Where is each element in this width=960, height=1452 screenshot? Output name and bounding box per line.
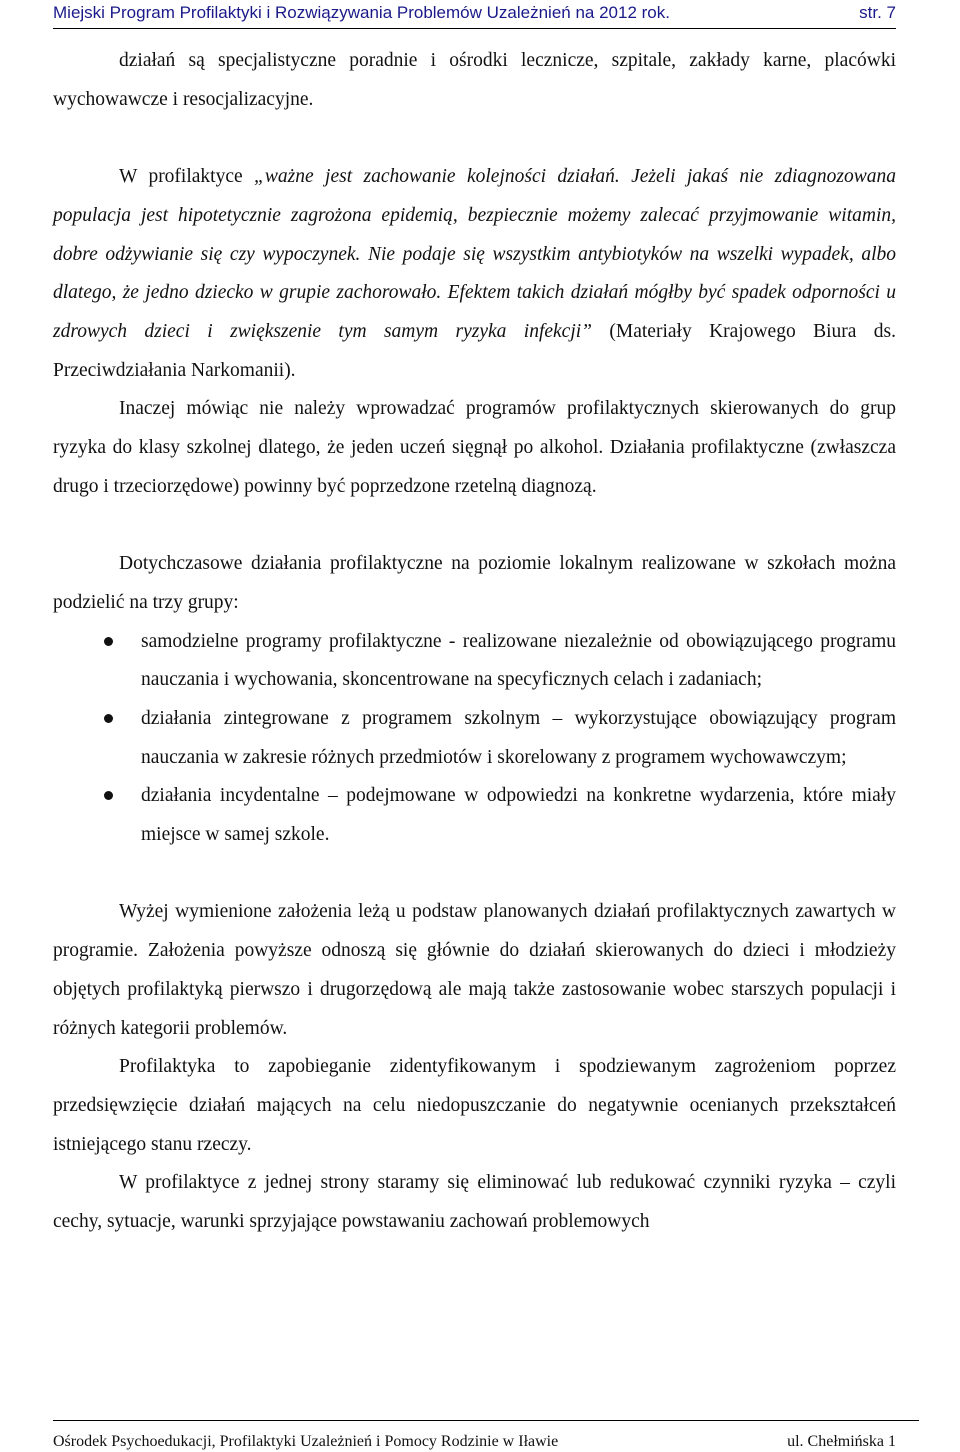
list-item-text: samodzielne programy profilaktyczne - realizowane niezależnie od obowiązującego programu nauczania i wychowania, skoncentrowane na specyficznych celach i zadaniach; — [141, 630, 896, 691]
page-header — [53, 0, 896, 26]
footer-divider — [53, 1420, 919, 1421]
list-item-text: działania zintegrowane z programem szkolnym – wykorzystujące obowiązujący program nauczania w zakresie różnych przedmiotów i skorelowany z programem wychowawczym; — [141, 707, 896, 768]
page-number: str. 7 — [859, 3, 896, 22]
paragraph-2-lead: W profilaktyce — [119, 166, 255, 188]
bullet-icon — [104, 791, 113, 800]
footer-address: ul. Chełmińska 1 — [787, 1433, 896, 1450]
paragraph-2 — [53, 158, 896, 390]
paragraph-6: Profilaktyka to zapobieganie zidentyfikowanym i spodziewanym zagrożeniom poprzez przedsięwzięcie działań mających na celu niedopuszczanie do negatywnie ocenianych przekształceń istniejącego stanu rzeczy. — [53, 1056, 896, 1155]
list-item-text: działania incydentalne – podejmowane w odpowiedzi na konkretne wydarzenia, które miały miejsce w samej szkole. — [141, 785, 896, 846]
header-divider — [53, 28, 896, 29]
spacer — [53, 855, 896, 894]
document-body — [53, 42, 896, 1242]
paragraph-3: Inaczej mówiąc nie należy wprowadzać programów profilaktycznych skierowanych do grup ryzyka do klasy szkolnej dlatego, że jeden uczeń sięgnął po alkohol. Działania profilaktyczne (zwłaszcza drugo i trzeciorzędowe) powinny być poprzedzone rzetelną diagnozą. — [53, 398, 896, 497]
paragraph-2-citation: (Materiały Krajowego Biura ds. Przeciwdziałania Narkomanii). — [53, 320, 897, 381]
list-item — [53, 700, 896, 777]
paragraph-4: Dotychczasowe działania profilaktyczne na poziomie lokalnym realizowane w szkołach można podzielić na trzy grupy: — [53, 553, 896, 613]
list-item — [53, 623, 896, 700]
bullet-icon — [104, 637, 113, 646]
paragraph-5: Wyżej wymienione założenia leżą u podstaw planowanych działań profilaktycznych zawartych w programie. Założenia powyższe odnoszą się głównie do działań skierowanych do dzieci i młodzieży objętych profilaktyką pierwszo i drugorzędową ale mają także zastosowanie wobec starszych populacji i różnych kategorii problemów. — [53, 901, 896, 1039]
spacer — [53, 119, 896, 158]
bullet-list — [53, 623, 896, 855]
list-item — [53, 777, 896, 854]
paragraph-1: działań są specjalistyczne poradnie i ośrodki lecznicze, szpitale, zakłady karne, placówki wychowawcze i resocjalizacyjne. — [53, 50, 896, 110]
footer-organization: Ośrodek Psychoedukacji, Profilaktyki Uzależnień i Pomocy Rodzinie w Iławie — [53, 1433, 559, 1450]
paragraph-7: W profilaktyce z jednej strony staramy się eliminować lub redukować czynniki ryzyka – czyli cechy, sytuacje, warunki sprzyjające powstawaniu zachowań problemowych — [53, 1172, 896, 1233]
bullet-icon — [104, 714, 113, 723]
header-title: Miejski Program Profilaktyki i Rozwiązywania Problemów Uzależnień na 2012 rok. — [53, 3, 670, 22]
paragraph-2-quote: „ważne jest zachowanie kolejności działań. Jeżeli jakaś nie zdiagnozowana populacja jest hipotetycznie zagrożona epidemią, bezpiecznie możemy zalecać przyjmowanie witamin, dobre odżywianie się czy wypoczynek. Nie podaje się wszystkim antybiotyków na wszelki wypadek, albo dlatego, że jedno dziecko w grupie zachorowało. Efektem takich działań mógłby być spadek odporności u zdrowych dzieci i zwiększenie tym samym ryzyka infekcji” — [53, 166, 896, 342]
spacer — [53, 506, 896, 545]
